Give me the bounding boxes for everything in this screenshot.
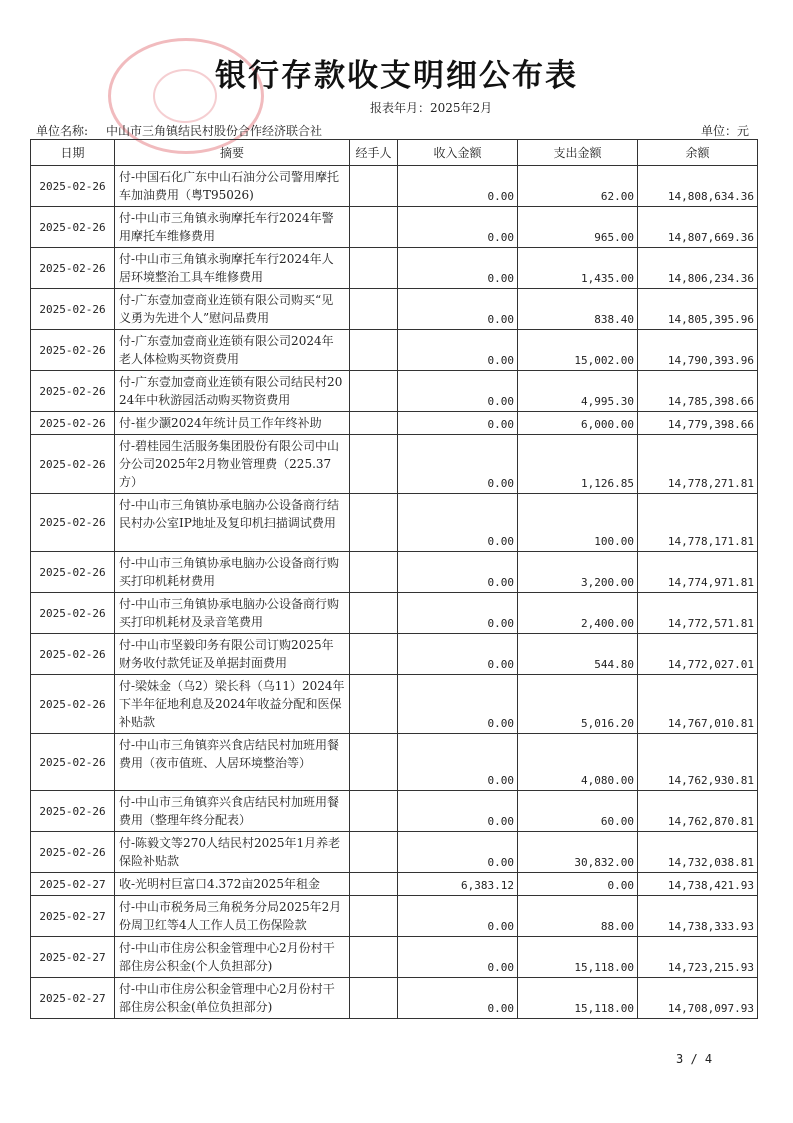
cell-date: 2025-02-26 xyxy=(31,832,115,873)
cell-income: 0.00 xyxy=(398,896,518,937)
cell-income: 0.00 xyxy=(398,207,518,248)
column-header-handler: 经手人 xyxy=(350,140,398,166)
cell-balance: 14,808,634.36 xyxy=(638,166,758,207)
cell-balance: 14,708,097.93 xyxy=(638,978,758,1019)
cell-expense: 88.00 xyxy=(518,896,638,937)
unit-name-value: 中山市三角镇结民村股份合作经济联合社 xyxy=(106,124,323,138)
cell-handler xyxy=(350,435,398,494)
cell-income: 0.00 xyxy=(398,330,518,371)
table-row xyxy=(31,494,758,552)
cell-expense: 3,200.00 xyxy=(518,552,638,593)
cell-summary: 付-碧桂园生活服务集团股份有限公司中山分公司2025年2月物业管理费（225.37方） xyxy=(115,435,350,494)
cell-expense: 544.80 xyxy=(518,634,638,675)
cell-expense: 15,002.00 xyxy=(518,330,638,371)
cell-date: 2025-02-26 xyxy=(31,634,115,675)
table-row xyxy=(31,248,758,289)
cell-balance: 14,762,930.81 xyxy=(638,734,758,791)
cell-summary: 付-中山市住房公积金管理中心2月份村干部住房公积金(个人负担部分) xyxy=(115,937,350,978)
cell-income: 0.00 xyxy=(398,634,518,675)
cell-income: 0.00 xyxy=(398,412,518,435)
cell-handler xyxy=(350,832,398,873)
table-row xyxy=(31,791,758,832)
cell-date: 2025-02-26 xyxy=(31,166,115,207)
cell-summary: 付-中山市三角镇协承电脑办公设备商行购买打印机耗材及录音笔费用 xyxy=(115,593,350,634)
cell-handler xyxy=(350,593,398,634)
cell-summary: 付-中国石化广东中山石油分公司警用摩托车加油费用（粤T95026) xyxy=(115,166,350,207)
unit-name-label: 单位名称: xyxy=(36,124,89,138)
cell-date: 2025-02-26 xyxy=(31,552,115,593)
cell-balance: 14,732,038.81 xyxy=(638,832,758,873)
table-row xyxy=(31,166,758,207)
cell-handler xyxy=(350,166,398,207)
cell-date: 2025-02-26 xyxy=(31,435,115,494)
cell-summary: 付-广东壹加壹商业连锁有限公司2024年老人体检购买物资费用 xyxy=(115,330,350,371)
column-header-summary: 摘要 xyxy=(115,140,350,166)
cell-expense: 1,435.00 xyxy=(518,248,638,289)
cell-income: 0.00 xyxy=(398,435,518,494)
cell-balance: 14,772,571.81 xyxy=(638,593,758,634)
cell-handler xyxy=(350,552,398,593)
cell-handler xyxy=(350,207,398,248)
cell-income: 0.00 xyxy=(398,248,518,289)
cell-handler xyxy=(350,791,398,832)
cell-summary: 付-广东壹加壹商业连锁有限公司购买“见义勇为先进个人”慰问品费用 xyxy=(115,289,350,330)
table-row xyxy=(31,937,758,978)
cell-handler xyxy=(350,634,398,675)
cell-balance: 14,774,971.81 xyxy=(638,552,758,593)
table-row xyxy=(31,412,758,435)
cell-date: 2025-02-26 xyxy=(31,412,115,435)
cell-balance: 14,779,398.66 xyxy=(638,412,758,435)
cell-balance: 14,778,271.81 xyxy=(638,435,758,494)
table-row xyxy=(31,734,758,791)
cell-summary: 付-中山市住房公积金管理中心2月份村干部住房公积金(单位负担部分) xyxy=(115,978,350,1019)
table-row xyxy=(31,289,758,330)
cell-summary: 付-崔少灏2024年统计员工作年终补助 xyxy=(115,412,350,435)
cell-summary: 付-中山市坚毅印务有限公司订购2025年财务收付款凭证及单据封面费用 xyxy=(115,634,350,675)
cell-expense: 4,080.00 xyxy=(518,734,638,791)
cell-date: 2025-02-26 xyxy=(31,734,115,791)
cell-expense: 838.40 xyxy=(518,289,638,330)
cell-expense: 1,126.85 xyxy=(518,435,638,494)
cell-date: 2025-02-26 xyxy=(31,207,115,248)
cell-income: 0.00 xyxy=(398,791,518,832)
cell-summary: 收-光明村巨富口4.372亩2025年租金 xyxy=(115,873,350,896)
cell-balance: 14,778,171.81 xyxy=(638,494,758,552)
cell-date: 2025-02-26 xyxy=(31,371,115,412)
cell-date: 2025-02-27 xyxy=(31,896,115,937)
cell-expense: 965.00 xyxy=(518,207,638,248)
cell-handler xyxy=(350,978,398,1019)
currency-unit: 单位：元 xyxy=(700,124,749,138)
cell-handler xyxy=(350,494,398,552)
cell-balance: 14,762,870.81 xyxy=(638,791,758,832)
cell-date: 2025-02-26 xyxy=(31,330,115,371)
cell-income: 0.00 xyxy=(398,675,518,734)
cell-income: 0.00 xyxy=(398,832,518,873)
table-row xyxy=(31,593,758,634)
cell-handler xyxy=(350,412,398,435)
cell-income: 0.00 xyxy=(398,166,518,207)
column-header-balance: 余额 xyxy=(638,140,758,166)
cell-expense: 15,118.00 xyxy=(518,937,638,978)
table-row xyxy=(31,832,758,873)
cell-handler xyxy=(350,896,398,937)
cell-summary: 付-中山市三角镇永驹摩托车行2024年警用摩托车维修费用 xyxy=(115,207,350,248)
cell-summary: 付-中山市三角镇弈兴食店结民村加班用餐费用（整理年终分配表） xyxy=(115,791,350,832)
cell-balance: 14,723,215.93 xyxy=(638,937,758,978)
cell-income: 0.00 xyxy=(398,734,518,791)
cell-balance: 14,805,395.96 xyxy=(638,289,758,330)
table-row xyxy=(31,435,758,494)
table-row xyxy=(31,371,758,412)
column-header-income: 收入金额 xyxy=(398,140,518,166)
table-row xyxy=(31,552,758,593)
cell-date: 2025-02-27 xyxy=(31,873,115,896)
cell-summary: 付-中山市三角镇协承电脑办公设备商行结民村办公室IP地址及复印机扫描调试费用 xyxy=(115,494,350,552)
cell-date: 2025-02-26 xyxy=(31,248,115,289)
table-row xyxy=(31,873,758,896)
cell-expense: 15,118.00 xyxy=(518,978,638,1019)
cell-balance: 14,806,234.36 xyxy=(638,248,758,289)
cell-expense: 60.00 xyxy=(518,791,638,832)
cell-summary: 付-广东壹加壹商业连锁有限公司结民村2024年中秋游园活动购买物资费用 xyxy=(115,371,350,412)
cell-expense: 2,400.00 xyxy=(518,593,638,634)
cell-summary: 付-陈毅文等270人结民村2025年1月养老保险补贴款 xyxy=(115,832,350,873)
cell-summary: 付-中山市三角镇协承电脑办公设备商行购买打印机耗材费用 xyxy=(115,552,350,593)
cell-handler xyxy=(350,873,398,896)
unit-name xyxy=(36,122,322,139)
table-header-row xyxy=(31,140,758,166)
column-header-expense: 支出金额 xyxy=(518,140,638,166)
ledger-body xyxy=(31,166,758,1019)
cell-balance: 14,785,398.66 xyxy=(638,371,758,412)
cell-date: 2025-02-26 xyxy=(31,494,115,552)
cell-handler xyxy=(350,937,398,978)
cell-income: 6,383.12 xyxy=(398,873,518,896)
cell-balance: 14,772,027.01 xyxy=(638,634,758,675)
cell-expense: 5,016.20 xyxy=(518,675,638,734)
cell-date: 2025-02-26 xyxy=(31,791,115,832)
cell-balance: 14,767,010.81 xyxy=(638,675,758,734)
table-row xyxy=(31,978,758,1019)
cell-balance: 14,738,333.93 xyxy=(638,896,758,937)
page-number: 3 / 4 xyxy=(676,1052,713,1066)
cell-handler xyxy=(350,675,398,734)
table-row xyxy=(31,634,758,675)
cell-handler xyxy=(350,289,398,330)
cell-date: 2025-02-26 xyxy=(31,593,115,634)
ledger-table xyxy=(30,139,758,1019)
cell-summary: 付-中山市三角镇永驹摩托车行2024年人居环境整治工具车维修费用 xyxy=(115,248,350,289)
cell-income: 0.00 xyxy=(398,289,518,330)
table-row xyxy=(31,330,758,371)
column-header-date: 日期 xyxy=(31,140,115,166)
cell-income: 0.00 xyxy=(398,937,518,978)
cell-date: 2025-02-26 xyxy=(31,675,115,734)
cell-summary: 付-梁妹金（乌2）梁长科（乌11）2024年下半年征地利息及2024年收益分配和医保补贴款 xyxy=(115,675,350,734)
cell-summary: 付-中山市三角镇弈兴食店结民村加班用餐费用（夜市值班、人居环境整治等） xyxy=(115,734,350,791)
cell-balance: 14,790,393.96 xyxy=(638,330,758,371)
cell-expense: 6,000.00 xyxy=(518,412,638,435)
cell-expense: 62.00 xyxy=(518,166,638,207)
cell-income: 0.00 xyxy=(398,371,518,412)
cell-income: 0.00 xyxy=(398,978,518,1019)
cell-income: 0.00 xyxy=(398,552,518,593)
cell-summary: 付-中山市税务局三角税务分局2025年2月份周卫红等4人工作人员工伤保险款 xyxy=(115,896,350,937)
cell-handler xyxy=(350,371,398,412)
cell-expense: 30,832.00 xyxy=(518,832,638,873)
report-period: 报表年月：2025年2月 xyxy=(370,101,493,115)
cell-handler xyxy=(350,248,398,289)
table-row xyxy=(31,896,758,937)
cell-date: 2025-02-27 xyxy=(31,937,115,978)
page-title: 银行存款收支明细公布表 xyxy=(215,58,578,94)
cell-handler xyxy=(350,734,398,791)
cell-income: 0.00 xyxy=(398,593,518,634)
cell-expense: 100.00 xyxy=(518,494,638,552)
cell-expense: 0.00 xyxy=(518,873,638,896)
cell-balance: 14,738,421.93 xyxy=(638,873,758,896)
cell-income: 0.00 xyxy=(398,494,518,552)
cell-date: 2025-02-27 xyxy=(31,978,115,1019)
cell-balance: 14,807,669.36 xyxy=(638,207,758,248)
table-row xyxy=(31,207,758,248)
table-row xyxy=(31,675,758,734)
cell-expense: 4,995.30 xyxy=(518,371,638,412)
cell-date: 2025-02-26 xyxy=(31,289,115,330)
cell-handler xyxy=(350,330,398,371)
